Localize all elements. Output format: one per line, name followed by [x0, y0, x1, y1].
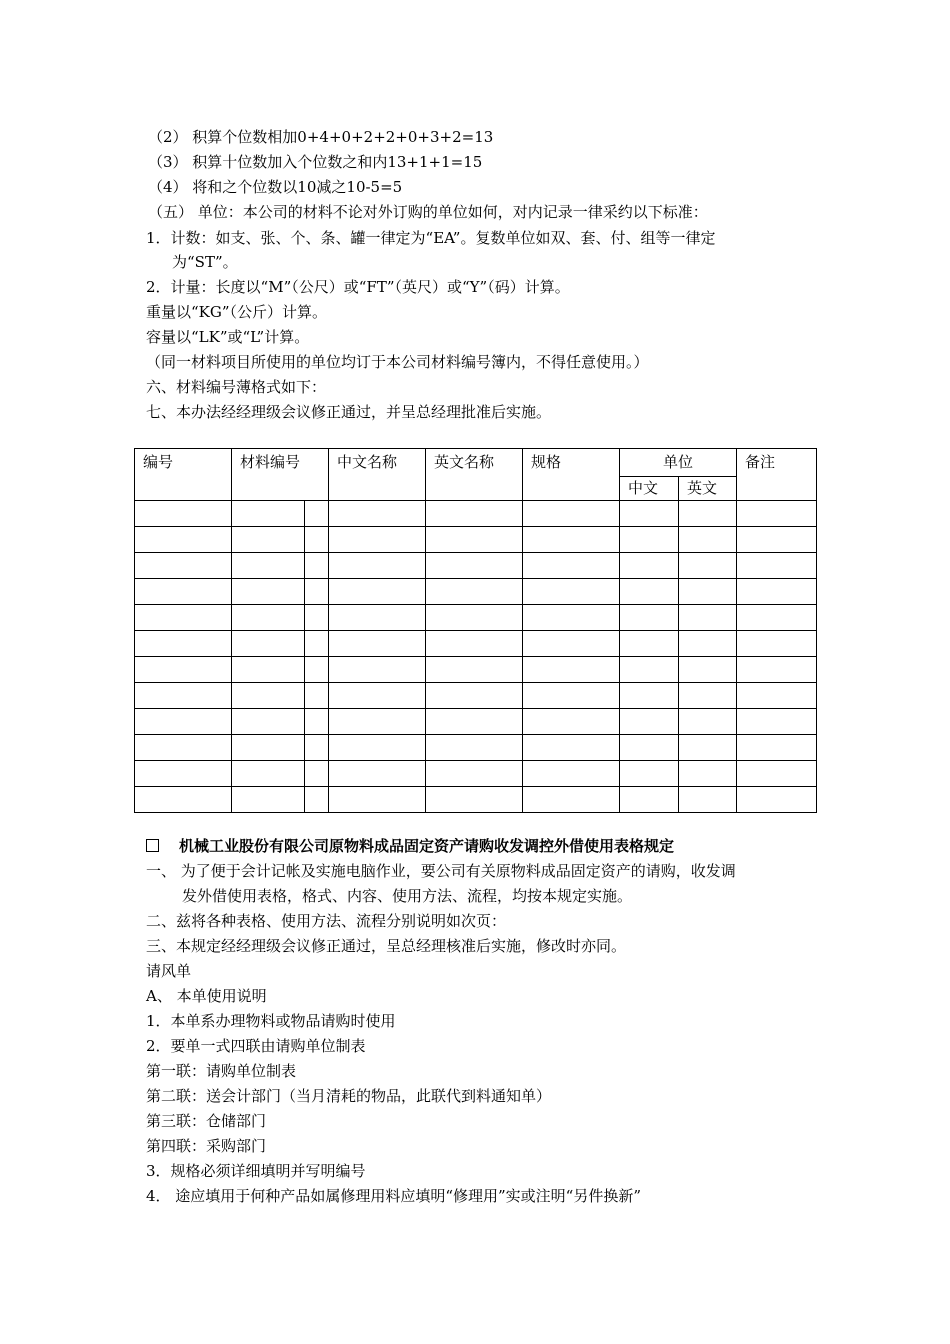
section-seven-line: 七、本办法经经理级会议修正通过，并呈总经理批准后实施。	[146, 403, 552, 421]
table-cell	[305, 579, 329, 605]
table-row	[135, 553, 817, 579]
table-cell	[679, 553, 737, 579]
table-cell	[523, 631, 620, 657]
table-cell	[135, 735, 232, 761]
table-cell	[620, 631, 679, 657]
table-cell	[679, 501, 737, 527]
table-row	[135, 683, 817, 709]
header-unit-english: 英文	[679, 477, 737, 501]
table-cell	[329, 709, 426, 735]
table-row	[135, 657, 817, 683]
copy-two-line: 第二联：送会计部门（当月清耗的物品，此联代到料通知单）	[146, 1087, 552, 1105]
table-cell	[620, 761, 679, 787]
table-cell	[232, 709, 305, 735]
table-cell	[523, 527, 620, 553]
table-cell	[523, 735, 620, 761]
header-material-number: 材料编号	[232, 449, 329, 501]
table-row	[135, 761, 817, 787]
checkbox-icon	[146, 839, 159, 852]
table-cell	[679, 631, 737, 657]
step-3-line: （3） 积算十位数加入个位数之和内13+1+1=15	[148, 153, 483, 171]
table-row	[135, 527, 817, 553]
table-cell	[523, 709, 620, 735]
table-body	[135, 501, 817, 813]
table-cell	[737, 657, 817, 683]
header-chinese-name: 中文名称	[329, 449, 426, 501]
header-unit-chinese: 中文	[620, 477, 679, 501]
table-cell	[329, 527, 426, 553]
table-cell	[737, 605, 817, 631]
header-remarks: 备注	[737, 449, 817, 501]
table-cell	[305, 605, 329, 631]
copy-one-line: 第一联：请购单位制表	[146, 1062, 297, 1080]
table-cell	[329, 605, 426, 631]
volume-rule-line: 容量以“LK”或“L”计算。	[146, 328, 310, 346]
table-cell	[305, 527, 329, 553]
rule-two-line: 二、兹将各种表格、使用方法、流程分别说明如次页：	[146, 912, 507, 930]
table-cell	[523, 579, 620, 605]
copy-four-line: 第四联：采购部门	[146, 1137, 267, 1155]
table-cell	[679, 787, 737, 813]
table-cell	[620, 527, 679, 553]
table-cell	[620, 683, 679, 709]
table-cell	[329, 579, 426, 605]
table-cell	[426, 527, 523, 553]
table-cell	[135, 553, 232, 579]
table-cell	[135, 631, 232, 657]
table-cell	[426, 787, 523, 813]
header-unit: 单位	[620, 449, 737, 477]
table-cell	[523, 787, 620, 813]
table-row	[135, 735, 817, 761]
form-name-line: 请风单	[146, 962, 192, 980]
table-cell	[426, 657, 523, 683]
table-cell	[737, 787, 817, 813]
section-title-text: 机械工业股份有限公司原物料成品固定资产请购收发调控外借使用表格规定	[179, 837, 675, 855]
header-english-name: 英文名称	[426, 449, 523, 501]
table-cell	[232, 605, 305, 631]
table-cell	[305, 735, 329, 761]
header-number: 编号	[135, 449, 232, 501]
usage-item-3: 3．规格必须详细填明并写明编号	[146, 1162, 366, 1180]
table-cell	[737, 761, 817, 787]
table-cell	[305, 631, 329, 657]
table-cell	[329, 501, 426, 527]
table-cell	[523, 605, 620, 631]
header-spec: 规格	[523, 449, 620, 501]
table-cell	[135, 709, 232, 735]
table-cell	[329, 553, 426, 579]
table-cell	[135, 657, 232, 683]
count-rule-continuation: 为“ST”。	[172, 253, 238, 271]
table-cell	[737, 709, 817, 735]
table-cell	[135, 579, 232, 605]
table-cell	[523, 501, 620, 527]
table-cell	[737, 553, 817, 579]
table-cell	[305, 657, 329, 683]
table-cell	[232, 631, 305, 657]
table-cell	[305, 501, 329, 527]
table-cell	[329, 657, 426, 683]
table-cell	[620, 605, 679, 631]
table-row	[135, 787, 817, 813]
table-cell	[679, 579, 737, 605]
table-cell	[737, 683, 817, 709]
table-cell	[426, 631, 523, 657]
table-cell	[329, 683, 426, 709]
table-cell	[737, 501, 817, 527]
table-cell	[426, 501, 523, 527]
table-cell	[620, 501, 679, 527]
copy-three-line: 第三联：仓储部门	[146, 1112, 267, 1130]
count-rule-line: 1．计数：如支、张、个、条、罐一律定为“EA”。复数单位如双、套、付、组等一律定	[146, 229, 716, 247]
table-cell	[305, 761, 329, 787]
table-cell	[305, 553, 329, 579]
usage-heading-line: A、 本单使用说明	[146, 987, 267, 1005]
table-cell	[232, 553, 305, 579]
table-cell	[679, 683, 737, 709]
table-cell	[737, 579, 817, 605]
material-number-table	[134, 448, 817, 813]
usage-item-4: 4． 途应填用于何种产品如属修理用料应填明“修理用”实或注明“另件换新”	[146, 1187, 641, 1205]
rule-three-line: 三、本规定经经理级会议修正通过，呈总经理核准后实施，修改时亦同。	[146, 937, 627, 955]
table-cell	[135, 605, 232, 631]
step-4-line: （4） 将和之个位数以10减之10-5=5	[148, 178, 403, 196]
table-cell	[232, 683, 305, 709]
table-cell	[620, 709, 679, 735]
table-cell	[620, 735, 679, 761]
table-cell	[679, 605, 737, 631]
table-cell	[329, 631, 426, 657]
table-cell	[232, 761, 305, 787]
table-cell	[426, 709, 523, 735]
table-cell	[679, 527, 737, 553]
measure-rule-line: 2．计量：长度以“M”（公尺）或“FT”（英尺）或“Y”（码）计算。	[146, 278, 570, 296]
usage-item-2: 2．要单一式四联由请购单位制表	[146, 1037, 366, 1055]
table-cell	[426, 553, 523, 579]
table-row	[135, 579, 817, 605]
table-cell	[305, 683, 329, 709]
weight-rule-line: 重量以“KG”（公斤）计算。	[146, 303, 328, 321]
rule-one-continuation: 发外借使用表格，格式、内容、使用方法、流程，均按本规定实施。	[182, 887, 633, 905]
table-cell	[232, 501, 305, 527]
table-cell	[426, 735, 523, 761]
table-cell	[737, 735, 817, 761]
table-cell	[426, 579, 523, 605]
table-cell	[620, 657, 679, 683]
table-cell	[679, 735, 737, 761]
table-cell	[329, 787, 426, 813]
table-row	[135, 709, 817, 735]
table-cell	[679, 657, 737, 683]
table-row	[135, 631, 817, 657]
table-cell	[679, 709, 737, 735]
table-cell	[232, 735, 305, 761]
table-cell	[620, 579, 679, 605]
table-cell	[135, 527, 232, 553]
usage-item-1: 1．本单系办理物料或物品请购时使用	[146, 1012, 396, 1030]
table-cell	[305, 787, 329, 813]
table-cell	[620, 787, 679, 813]
table-cell	[135, 787, 232, 813]
section-six-line: 六、材料编号薄格式如下：	[146, 378, 327, 396]
table-cell	[135, 761, 232, 787]
table-cell	[305, 709, 329, 735]
rule-one-line: 一、 为了便于会计记帐及实施电脑作业，要公司有关原物料成品固定资产的请购，收发调	[146, 862, 736, 880]
table-cell	[232, 787, 305, 813]
table-cell	[523, 683, 620, 709]
table-cell	[426, 683, 523, 709]
table-cell	[523, 657, 620, 683]
step-2-line: （2） 积算个位数相加0+4+0+2+2+0+3+2=13	[148, 128, 494, 146]
unit-heading-line: （五） 单位：本公司的材料不论对外订购的单位如何，对内记录一律采约以下标准：	[148, 203, 708, 221]
table-cell	[523, 553, 620, 579]
section-title	[146, 835, 674, 857]
table-cell	[523, 761, 620, 787]
table-row	[135, 605, 817, 631]
table-cell	[737, 527, 817, 553]
table-cell	[329, 761, 426, 787]
table-cell	[426, 761, 523, 787]
table-cell	[426, 605, 523, 631]
table-cell	[737, 631, 817, 657]
table-cell	[232, 579, 305, 605]
table-cell	[135, 683, 232, 709]
unit-note-line: （同一材料项目所使用的单位均订于本公司材料编号簿内，不得任意使用。）	[146, 353, 649, 371]
table-cell	[329, 735, 426, 761]
table-row	[135, 501, 817, 527]
table-cell	[620, 553, 679, 579]
table-cell	[135, 501, 232, 527]
table-cell	[232, 527, 305, 553]
table-cell	[232, 657, 305, 683]
table-cell	[679, 761, 737, 787]
